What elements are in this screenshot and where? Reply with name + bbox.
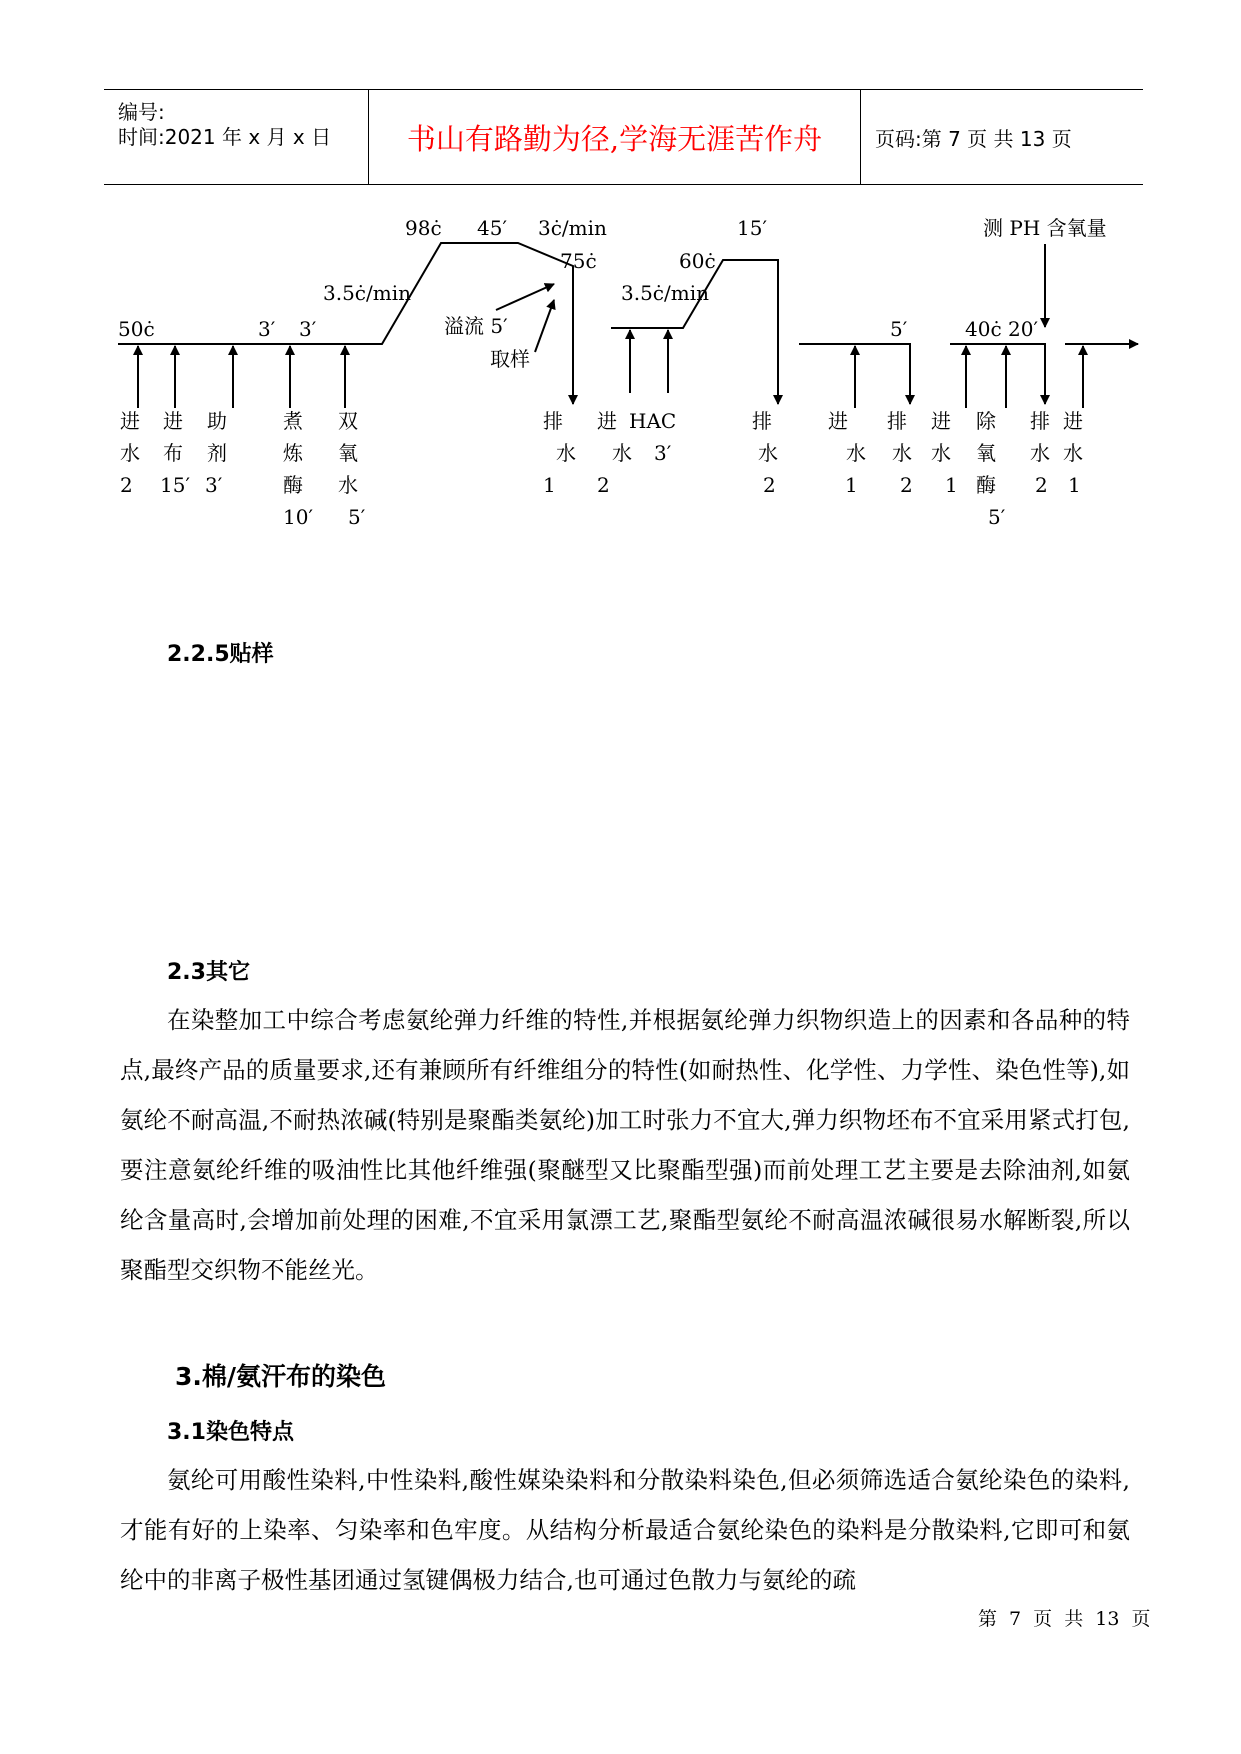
step-2-line-1: 进	[163, 409, 183, 433]
step-8-line-1: HAC	[629, 409, 677, 433]
step-3-line-3: 3′	[205, 473, 223, 497]
step-up-arrows	[138, 330, 1083, 408]
step-1-line-2: 水	[120, 441, 140, 465]
temp-40-time-20: 40ċ 20′	[965, 317, 1038, 341]
step-13-line-2: 氧	[976, 441, 996, 465]
paragraph-2-3: 在染整加工中综合考虑氨纶弹力纤维的特性,并根据氨纶弹力织物织造上的因素和各品种的特点,最终产品的质量要求,还有兼顾所有纤维组分的特性(如耐热性、化学性、力学性、染色性等),如氨纶不耐高温,不耐热浓碱(特别是聚酯类氨纶)加工时张力不宜大,弹力织物坯布不宜采用紧式打包,要注意氨纶纤维的吸油性比其他纤维强(聚醚型又比聚酯型强)而前处理工艺主要是去除油剂,如氨纶含量高时,会增加前处理的困难,不宜采用氯漂工艺,聚酯型氨纶不耐高温浓碱很易水解断裂,所以聚酯型交织物不能丝光。	[120, 1006, 1130, 1284]
page-footer: 第 7 页 共 13 页	[978, 1608, 1151, 1630]
step-1-line-3: 2	[120, 473, 133, 497]
page-header	[104, 89, 1143, 185]
time-3a: 3′	[258, 317, 276, 341]
step-15-line-3: 1	[1068, 473, 1081, 497]
step-5-line-3: 水	[338, 473, 358, 497]
step-3-line-1: 助	[207, 409, 227, 433]
note-overflow: 溢流 5′	[444, 314, 508, 338]
step-14-line-2: 水	[1030, 441, 1050, 465]
step-10-line-3: 1	[845, 473, 858, 497]
page-code: 页码:第 7 页 共 13 页	[875, 126, 1072, 151]
temp-60: 60ċ	[679, 249, 716, 273]
rate-label-3: 3.5ċ/min	[621, 281, 709, 305]
step-1-line-1: 进	[120, 409, 140, 433]
step-7-line-3: 2	[597, 473, 610, 497]
note-sample: 取样	[490, 347, 530, 371]
section-heading-3-1: 3.1染色特点	[167, 1420, 294, 1445]
step-10-line-1: 进	[828, 409, 848, 433]
step-7-line-1: 进	[597, 409, 617, 433]
rate-label-2: 3ċ/min	[538, 216, 607, 240]
step-9-line-2: 水	[758, 441, 778, 465]
step-5-line-2: 氧	[338, 441, 358, 465]
step-7-line-2: 水	[612, 441, 632, 465]
step-6-line-1: 排	[543, 409, 563, 433]
step-12-line-2: 水	[931, 441, 951, 465]
step-8-line-2: 3′	[654, 441, 672, 465]
step-10-line-2: 水	[846, 441, 866, 465]
doc-number-label: 编号:	[118, 100, 165, 124]
step-2-line-2: 布	[163, 441, 183, 465]
temp-50: 50ċ	[118, 317, 155, 341]
section-heading-2-3: 2.3其它	[167, 960, 250, 985]
motto: 书山有路勤为径,学海无涯苦作舟	[406, 121, 823, 156]
step-4-line-1: 煮	[283, 409, 303, 433]
step-12-line-3: 1	[945, 473, 958, 497]
step-2-line-3: 15′	[160, 473, 190, 497]
diagram-labels	[118, 216, 1107, 371]
step-13-line-4: 5′	[988, 505, 1006, 529]
temp-98: 98ċ	[405, 216, 442, 240]
step-4-line-2: 炼	[283, 441, 303, 465]
step-13-line-3: 酶	[976, 473, 996, 497]
step-9-line-3: 2	[763, 473, 776, 497]
step-9-line-1: 排	[752, 409, 772, 433]
paragraph-3-1: 氨纶可用酸性染料,中性染料,酸性媒染染料和分散染料染色,但必须筛选适合氨纶染色的染料,才能有好的上染率、匀染率和色牢度。从结构分析最适合氨纶染色的染料是分散染料,它即可和氨纶中的非离子极性基团通过氢键偶极力结合,也可通过色散力与氨纶的疏	[120, 1466, 1130, 1594]
step-11-line-2: 水	[892, 441, 912, 465]
step-5-line-4: 5′	[348, 505, 366, 529]
temp-75: 75ċ	[560, 249, 597, 273]
step-14-line-1: 排	[1030, 409, 1050, 433]
header-motto-cell	[368, 90, 861, 184]
process-diagram	[0, 190, 1241, 550]
step-14-line-3: 2	[1035, 473, 1048, 497]
step-3-line-2: 剂	[207, 441, 227, 465]
step-15-line-2: 水	[1063, 441, 1083, 465]
step-13-line-1: 除	[976, 409, 996, 433]
time-45: 45′	[477, 216, 507, 240]
time-15: 15′	[737, 216, 767, 240]
step-labels	[120, 409, 1083, 529]
step-11-line-3: 2	[900, 473, 913, 497]
step-5-line-1: 双	[338, 409, 358, 433]
time-3b: 3′	[299, 317, 317, 341]
step-6-line-2: 水	[556, 441, 576, 465]
header-page-cell	[861, 90, 1143, 184]
rate-label-1: 3.5ċ/min	[323, 281, 411, 305]
step-12-line-1: 进	[931, 409, 951, 433]
step-4-line-3: 酶	[283, 473, 303, 497]
time-5: 5′	[890, 317, 908, 341]
chapter-heading-3: 3.棉/氨汗布的染色	[175, 1362, 387, 1391]
doc-time-label: 时间:2021 年 x 月 x 日	[118, 125, 332, 149]
step-15-line-1: 进	[1063, 409, 1083, 433]
section-heading-2-2-5: 2.2.5贴样	[167, 642, 274, 667]
step-11-line-1: 排	[887, 409, 907, 433]
header-left-cell	[104, 90, 368, 184]
note-measure-ph-oxygen: 测 PH 含氧量	[983, 216, 1107, 240]
step-4-line-4: 10′	[283, 505, 313, 529]
step-6-line-3: 1	[543, 473, 556, 497]
